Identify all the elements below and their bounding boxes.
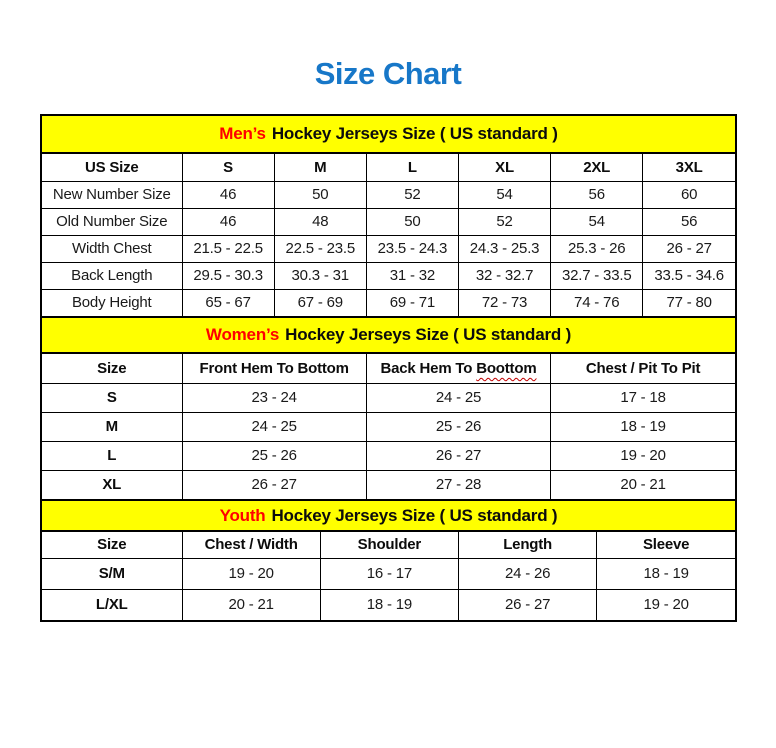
size-value: 56 xyxy=(643,208,735,235)
size-value: 18 - 19 xyxy=(320,589,458,620)
table-row xyxy=(42,441,735,470)
page-title: Size Chart xyxy=(314,56,462,91)
column-header: US Size xyxy=(42,154,182,181)
table-row xyxy=(42,558,735,589)
size-value: 50 xyxy=(274,181,366,208)
size-value: 74 - 76 xyxy=(551,289,643,316)
row-label: L xyxy=(42,441,182,470)
size-value: 48 xyxy=(274,208,366,235)
size-value: 24 - 26 xyxy=(459,558,597,589)
size-value: 19 - 20 xyxy=(551,441,735,470)
size-chart-page xyxy=(0,56,776,622)
column-header: Chest / Pit To Pit xyxy=(551,354,735,383)
column-header: Shoulder xyxy=(320,532,458,558)
mens-section-header xyxy=(42,114,735,154)
size-value: 27 - 28 xyxy=(366,470,550,499)
size-value: 46 xyxy=(182,208,274,235)
size-value: 60 xyxy=(643,181,735,208)
youth-header-text: Hockey Jerseys Size ( US standard ) xyxy=(271,505,558,525)
back-hem-label: Back Hem To xyxy=(380,359,473,377)
size-value: 50 xyxy=(366,208,458,235)
womens-section-header xyxy=(42,316,735,354)
mens-size-table xyxy=(42,154,735,316)
back-hem-typo-word: Boottom xyxy=(476,359,537,377)
size-value: 77 - 80 xyxy=(643,289,735,316)
size-value: 52 xyxy=(458,208,550,235)
size-value: 23.5 - 24.3 xyxy=(366,235,458,262)
row-label: Width Chest xyxy=(42,235,182,262)
table-row xyxy=(42,470,735,499)
size-value: 65 - 67 xyxy=(182,289,274,316)
column-header: Front Hem To Bottom xyxy=(182,354,366,383)
youth-size-table xyxy=(42,532,735,620)
row-label: S xyxy=(42,383,182,412)
size-value: 26 - 27 xyxy=(182,470,366,499)
womens-header-accent: Women’s xyxy=(205,325,280,344)
table-row xyxy=(42,289,735,316)
row-label: M xyxy=(42,412,182,441)
size-value: 25 - 26 xyxy=(182,441,366,470)
column-header: Chest / Width xyxy=(182,532,320,558)
size-value: 25.3 - 26 xyxy=(551,235,643,262)
youth-header-accent: Youth xyxy=(219,505,266,525)
size-value: 26 - 27 xyxy=(366,441,550,470)
row-label: L/XL xyxy=(42,589,182,620)
size-value: 25 - 26 xyxy=(366,412,550,441)
size-value: 23 - 24 xyxy=(182,383,366,412)
size-value: 21.5 - 22.5 xyxy=(182,235,274,262)
size-value: 24 - 25 xyxy=(366,383,550,412)
size-chart-table xyxy=(40,114,737,622)
table-row xyxy=(42,412,735,441)
column-header: Size xyxy=(42,532,182,558)
row-label: Body Height xyxy=(42,289,182,316)
mens-header-accent: Men’s xyxy=(219,124,266,143)
size-value: 19 - 20 xyxy=(182,558,320,589)
column-header: S xyxy=(182,154,274,181)
row-label: Back Length xyxy=(42,262,182,289)
size-value: 32.7 - 33.5 xyxy=(551,262,643,289)
size-value: 16 - 17 xyxy=(320,558,458,589)
size-value: 30.3 - 31 xyxy=(274,262,366,289)
row-label: S/M xyxy=(42,558,182,589)
mens-header-row xyxy=(42,154,735,181)
table-row xyxy=(42,262,735,289)
size-value: 26 - 27 xyxy=(643,235,735,262)
column-header: Length xyxy=(459,532,597,558)
size-value: 17 - 18 xyxy=(551,383,735,412)
size-value: 31 - 32 xyxy=(366,262,458,289)
womens-header-text: Hockey Jerseys Size ( US standard ) xyxy=(285,325,572,344)
size-value: 54 xyxy=(551,208,643,235)
size-value: 24 - 25 xyxy=(182,412,366,441)
size-value: 26 - 27 xyxy=(459,589,597,620)
column-header-with-typo xyxy=(366,354,550,383)
size-value: 54 xyxy=(458,181,550,208)
column-header: 3XL xyxy=(643,154,735,181)
womens-size-table xyxy=(42,354,735,499)
table-row xyxy=(42,383,735,412)
youth-header-row xyxy=(42,532,735,558)
size-value: 69 - 71 xyxy=(366,289,458,316)
table-row xyxy=(42,208,735,235)
size-value: 18 - 19 xyxy=(597,558,735,589)
size-value: 20 - 21 xyxy=(182,589,320,620)
column-header: M xyxy=(274,154,366,181)
size-value: 18 - 19 xyxy=(551,412,735,441)
mens-header-text: Hockey Jerseys Size ( US standard ) xyxy=(271,124,558,143)
size-value: 22.5 - 23.5 xyxy=(274,235,366,262)
size-value: 19 - 20 xyxy=(597,589,735,620)
column-header: Sleeve xyxy=(597,532,735,558)
row-label: New Number Size xyxy=(42,181,182,208)
table-row xyxy=(42,589,735,620)
size-value: 67 - 69 xyxy=(274,289,366,316)
column-header: XL xyxy=(458,154,550,181)
column-header: Size xyxy=(42,354,182,383)
size-value: 33.5 - 34.6 xyxy=(643,262,735,289)
size-value: 72 - 73 xyxy=(458,289,550,316)
size-value: 20 - 21 xyxy=(551,470,735,499)
table-row xyxy=(42,181,735,208)
size-value: 32 - 32.7 xyxy=(458,262,550,289)
size-value: 46 xyxy=(182,181,274,208)
size-value: 29.5 - 30.3 xyxy=(182,262,274,289)
column-header: 2XL xyxy=(551,154,643,181)
size-value: 56 xyxy=(551,181,643,208)
youth-section-header xyxy=(42,499,735,532)
column-header: L xyxy=(366,154,458,181)
table-row xyxy=(42,235,735,262)
row-label: Old Number Size xyxy=(42,208,182,235)
row-label: XL xyxy=(42,470,182,499)
size-value: 52 xyxy=(366,181,458,208)
womens-header-row xyxy=(42,354,735,383)
size-value: 24.3 - 25.3 xyxy=(458,235,550,262)
